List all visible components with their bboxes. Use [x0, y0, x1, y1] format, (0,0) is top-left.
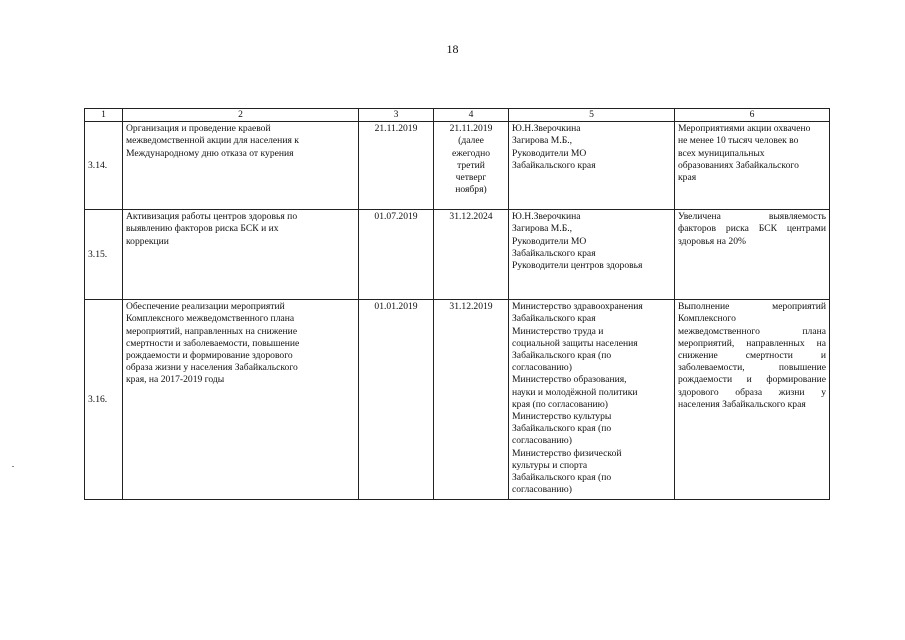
responsible-line: Забайкальского края — [512, 313, 596, 325]
responsible-cell — [509, 122, 675, 210]
result-line: Выполнение мероприятий — [678, 301, 826, 313]
start-date-cell: 01.07.2019 — [359, 210, 434, 300]
activity-cell — [123, 210, 359, 300]
activity-line: мероприятий, направленных на снижение — [126, 325, 298, 337]
end-date-line: третий — [457, 159, 485, 171]
activity-cell — [123, 300, 359, 500]
responsible-line: Руководители МО — [512, 235, 587, 247]
result-cell — [675, 300, 830, 500]
responsible-line: Забайкальского края (по — [512, 472, 612, 484]
column-header: 1 — [85, 109, 123, 122]
result-line: населения Забайкальского края — [678, 398, 806, 410]
activity-line: края, на 2017-2019 годы — [126, 374, 225, 386]
row-number: 3.15. — [85, 210, 123, 300]
column-header: 5 — [509, 109, 675, 122]
responsible-line: Ю.Н.Зверочкина — [512, 211, 581, 223]
activity-line: межведомственной акции для населения к — [126, 135, 299, 147]
responsible-line: науки и молодёжной политики — [512, 386, 638, 398]
result-line: всех муниципальных — [678, 147, 765, 159]
table-row — [85, 122, 830, 210]
start-date-cell: 21.11.2019 — [359, 122, 434, 210]
page-number: 18 — [446, 42, 459, 56]
column-header: 2 — [123, 109, 359, 122]
result-line: Мероприятиями акции охвачено — [678, 123, 811, 135]
responsible-line: Забайкальского края (по — [512, 423, 612, 435]
table-row — [85, 300, 830, 500]
result-line: края — [678, 172, 697, 184]
end-date-cell — [434, 122, 509, 210]
result-line: не менее 10 тысяч человек во — [678, 135, 799, 147]
result-cell — [675, 210, 830, 300]
scan-artifact — [12, 466, 14, 467]
activity-line: Организация и проведение краевой — [126, 123, 271, 135]
activity-line: выявлению факторов риска БСК и их — [126, 223, 279, 235]
table-row — [85, 210, 830, 300]
responsible-line: края (по согласованию) — [512, 398, 608, 410]
result-line: здорового образа жизни у — [678, 386, 826, 398]
result-line: Комплексного — [678, 313, 736, 325]
responsible-line: Министерство культуры — [512, 411, 612, 423]
action-plan-table — [84, 108, 830, 500]
end-date-line: 21.11.2019 — [449, 123, 493, 135]
responsible-line: Загирова М.Б., — [512, 135, 573, 147]
end-date-line: четверг — [455, 172, 487, 184]
column-header: 4 — [434, 109, 509, 122]
responsible-line: Министерство физической — [512, 447, 622, 459]
responsible-line: Забайкальского края — [512, 159, 596, 171]
responsible-cell — [509, 210, 675, 300]
row-number: 3.14. — [85, 122, 123, 210]
result-line: Увеличена выявляемость — [678, 211, 826, 223]
end-date-line: 31.12.2019 — [449, 301, 493, 313]
responsible-line: Ю.Н.Зверочкина — [512, 123, 581, 135]
responsible-line: культуры и спорта — [512, 459, 588, 471]
start-date-cell: 01.01.2019 — [359, 300, 434, 500]
result-line: факторов риска БСК центрами — [678, 223, 826, 235]
activity-cell — [123, 122, 359, 210]
responsible-line: Загирова М.Б., — [512, 223, 573, 235]
responsible-line: Министерство труда и — [512, 325, 604, 337]
row-number: 3.16. — [85, 300, 123, 500]
responsible-line: согласованию) — [512, 435, 572, 447]
end-date-line: ноября) — [455, 184, 487, 196]
responsible-line: Руководители центров здоровья — [512, 260, 643, 272]
column-header: 6 — [675, 109, 830, 122]
result-line: снижение смертности и — [678, 350, 826, 362]
end-date-line: 31.12.2024 — [449, 211, 493, 223]
result-line: рождаемости и формирование — [678, 374, 826, 386]
result-line: мероприятий, направленных на — [678, 337, 826, 349]
table-header-row — [85, 109, 830, 122]
activity-line: рождаемости и формирование здорового — [126, 350, 293, 362]
responsible-line: Забайкальского края (по — [512, 350, 612, 362]
activity-line: образа жизни у населения Забайкальского — [126, 362, 298, 374]
activity-line: Активизация работы центров здоровья по — [126, 211, 298, 223]
result-line: межведомственного плана — [678, 325, 826, 337]
responsible-line: Руководители МО — [512, 147, 587, 159]
activity-line: Международному дню отказа от курения — [126, 147, 294, 159]
responsible-line: согласованию) — [512, 362, 572, 374]
activity-line: смертности и заболеваемости, повышение — [126, 337, 300, 349]
end-date-cell — [434, 300, 509, 500]
responsible-cell — [509, 300, 675, 500]
end-date-cell — [434, 210, 509, 300]
responsible-line: социальной защиты населения — [512, 337, 638, 349]
column-header: 3 — [359, 109, 434, 122]
activity-line: Комплексного межведомственного плана — [126, 313, 295, 325]
end-date-line: (далее — [458, 135, 484, 147]
responsible-line: Министерство образования, — [512, 374, 627, 386]
responsible-line: согласованию) — [512, 484, 572, 496]
end-date-line: ежегодно — [451, 147, 491, 159]
result-line: здоровья на 20% — [678, 235, 746, 247]
activity-line: Обеспечение реализации мероприятий — [126, 301, 285, 313]
result-cell — [675, 122, 830, 210]
responsible-line: Министерство здравоохранения — [512, 301, 643, 313]
result-line: образованиях Забайкальского — [678, 159, 799, 171]
result-line: заболеваемости, повышение — [678, 362, 826, 374]
responsible-line: Забайкальского края — [512, 247, 596, 259]
activity-line: коррекции — [126, 235, 169, 247]
